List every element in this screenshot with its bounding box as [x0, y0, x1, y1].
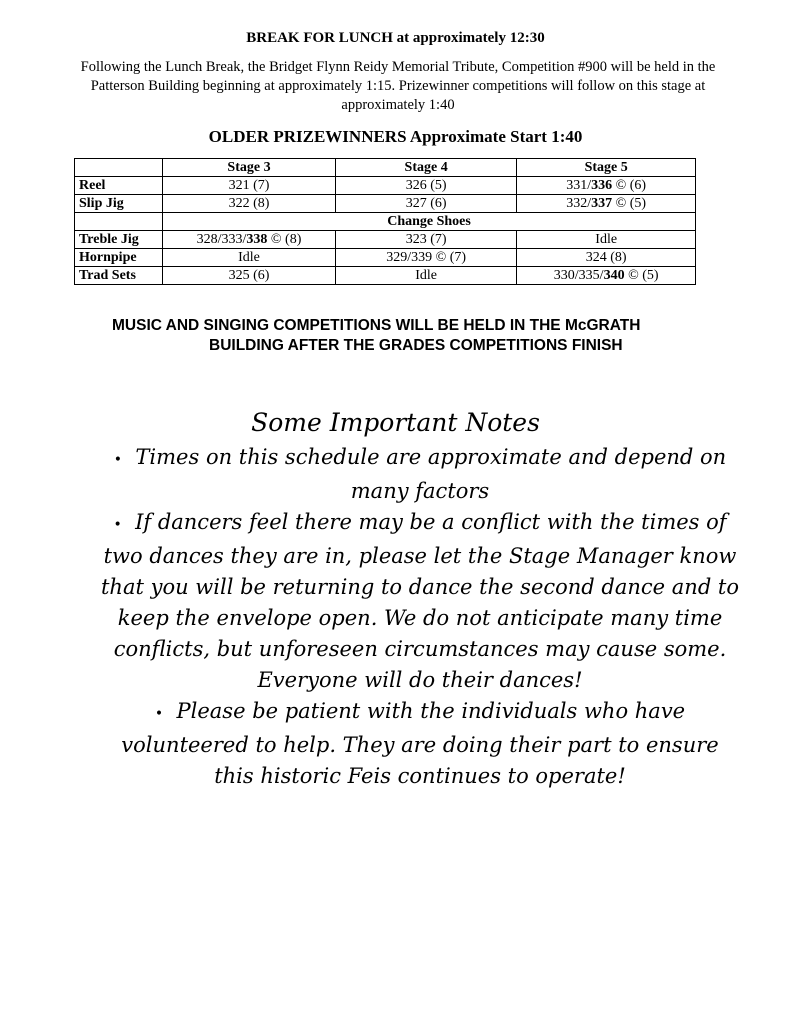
table-row-trad-sets: [75, 267, 696, 285]
table-row-slip-jig: [75, 195, 696, 213]
music-singing-notice: [90, 316, 710, 356]
table-cell: Idle: [335, 267, 516, 285]
table-cell: 325 (6): [163, 267, 336, 285]
music-notice-line-2: BUILDING AFTER THE GRADES COMPETITIONS FINISH: [209, 337, 623, 354]
change-shoes-cell: Change Shoes: [163, 213, 696, 231]
row-label: Treble Jig: [75, 231, 163, 249]
note-text: If dancers feel there may be a conflict with the times of two dances they are in, please let the Stage Manager know that you will be returning to dance the second dance and to keep the envelope open. We do not anticipate many time conflicts, but unforeseen circumstances may cause some. Everyone will do their dances!: [100, 510, 740, 692]
notes-list: [100, 442, 740, 792]
table-row-reel: [75, 177, 696, 195]
table-cell: 332/337 © (5): [517, 195, 696, 213]
note-text: Times on this schedule are approximate and depend on many factors: [135, 445, 727, 503]
column-header-stage-3: Stage 3: [163, 159, 336, 177]
older-prizewinners-heading: OLDER PRIZEWINNERS Approximate Start 1:40: [208, 127, 583, 146]
row-label: Reel: [75, 177, 163, 195]
table-row-treble-jig: [75, 231, 696, 249]
table-row-hornpipe: [75, 249, 696, 267]
notes-title: Some Important Notes: [251, 408, 540, 437]
table-cell: 321 (7): [163, 177, 336, 195]
table-cell: 329/339 © (7): [335, 249, 516, 267]
corner-cell: [75, 159, 163, 177]
list-item: [100, 442, 740, 507]
table-cell: 331/336 © (6): [517, 177, 696, 195]
lunch-paragraph: Following the Lunch Break, the Bridget Flynn Reidy Memorial Tribute, Competition #900 will be held in the Patterson Building beginning at approximately 1:15. Prizewinner competitions will follow on this stage at approximately 1:40: [80, 59, 716, 113]
table-cell: 327 (6): [335, 195, 516, 213]
list-item: [100, 507, 740, 696]
row-label: Hornpipe: [75, 249, 163, 267]
music-notice-line-1: MUSIC AND SINGING COMPETITIONS WILL BE HELD IN THE McGRATH: [112, 317, 641, 334]
column-header-stage-4: Stage 4: [335, 159, 516, 177]
table-cell: 323 (7): [335, 231, 516, 249]
bullet-icon: •: [154, 706, 164, 722]
table-row-change-shoes: [75, 213, 696, 231]
column-header-stage-5: Stage 5: [517, 159, 696, 177]
table-cell: 330/335/340 © (5): [517, 267, 696, 285]
table-header-row: [75, 159, 696, 177]
note-text: Please be patient with the individuals who have volunteered to help. They are doing their part to ensure this historic Feis continues to operate!: [121, 699, 719, 788]
table-cell: 326 (5): [335, 177, 516, 195]
table-cell: Idle: [517, 231, 696, 249]
list-item: [100, 696, 740, 792]
table-cell: Idle: [163, 249, 336, 267]
schedule-table: [74, 158, 696, 285]
row-label-empty: [75, 213, 163, 231]
bullet-icon: •: [113, 517, 122, 533]
lunch-heading: BREAK FOR LUNCH at approximately 12:30: [246, 30, 545, 46]
bullet-icon: •: [113, 452, 123, 468]
table-cell: 328/333/338 © (8): [163, 231, 336, 249]
row-label: Slip Jig: [75, 195, 163, 213]
table-cell: 324 (8): [517, 249, 696, 267]
row-label: Trad Sets: [75, 267, 163, 285]
table-cell: 322 (8): [163, 195, 336, 213]
